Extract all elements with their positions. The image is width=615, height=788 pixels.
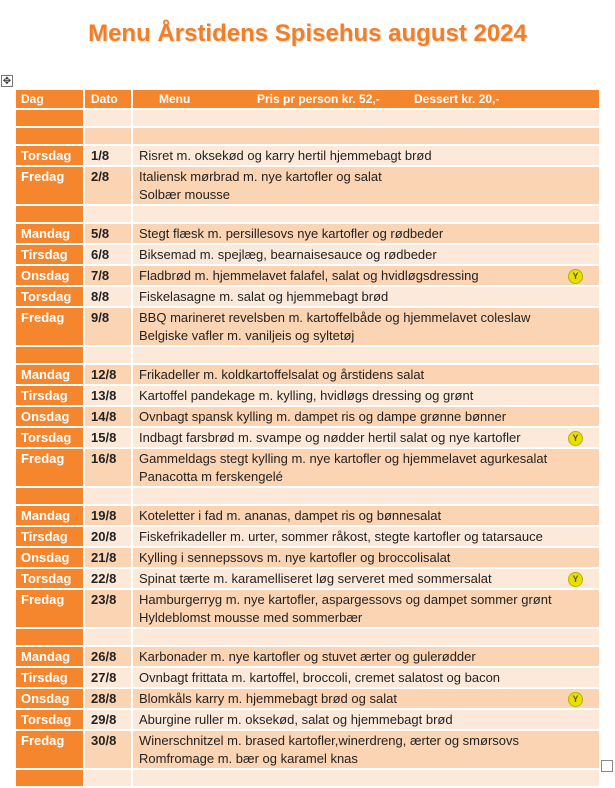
- menu-cell: [133, 689, 599, 710]
- dish-text: Italiensk mørbrad m. nye kartofler og salat: [139, 169, 382, 184]
- spacer-menu-cell: [133, 629, 599, 647]
- day-cell: Onsdag: [16, 407, 85, 428]
- date-cell: 5/8: [85, 224, 133, 245]
- menu-cell: [133, 527, 599, 548]
- day-cell: Torsdag: [16, 146, 85, 167]
- day-cell: Mandag: [16, 224, 85, 245]
- date-cell: 7/8: [85, 266, 133, 287]
- dish-text: Winerschnitzel m. brased kartofler,winerdreng, ærter og smørsovs: [139, 733, 520, 748]
- menu-body: [16, 110, 599, 788]
- spacer-row: [16, 770, 599, 788]
- table-row: [16, 668, 599, 689]
- dish-text: Hamburgerryg m. nye kartofler, aspargessovs og dampet sommer grønt: [139, 592, 552, 607]
- day-cell: Fredag: [16, 308, 85, 347]
- page-corner-box: [601, 760, 613, 772]
- dish-text: Kartoffel pandekage m. kylling, hvidløgs dressing og grønt: [139, 388, 474, 403]
- date-cell: 29/8: [85, 710, 133, 731]
- date-cell: 21/8: [85, 548, 133, 569]
- dessert-text: Romfromage m. bær og karamel knas: [139, 751, 358, 766]
- dish-text: Biksemad m. spejlæg, bearnaisesauce og rødbeder: [139, 247, 437, 262]
- day-cell: Torsdag: [16, 569, 85, 590]
- header-menu-cell: [133, 90, 599, 110]
- menu-cell: [133, 710, 599, 731]
- day-cell: Tirsdag: [16, 386, 85, 407]
- header-day: Dag: [16, 90, 85, 110]
- menu-table: [16, 90, 599, 788]
- menu-cell: [133, 287, 599, 308]
- dish-text: Ovnbagt frittata m. kartoffel, broccoli, cremet salatost og bacon: [139, 670, 501, 685]
- date-cell: 6/8: [85, 245, 133, 266]
- table-row: [16, 647, 599, 668]
- menu-cell: [133, 647, 599, 668]
- spacer-row: [16, 347, 599, 365]
- table-row: [16, 548, 599, 569]
- menu-cell: [133, 386, 599, 407]
- vegetarian-icon: Y: [568, 269, 583, 284]
- menu-cell: [133, 668, 599, 689]
- table-row: [16, 167, 599, 206]
- day-cell: Fredag: [16, 731, 85, 770]
- menu-cell: [133, 365, 599, 386]
- table-row: [16, 287, 599, 308]
- table-row: [16, 365, 599, 386]
- menu-cell: [133, 167, 599, 206]
- spacer-row: [16, 128, 599, 146]
- spacer-menu-cell: [133, 206, 599, 224]
- table-row: [16, 245, 599, 266]
- spacer-row: [16, 629, 599, 647]
- dish-text: Ovnbagt spansk kylling m. dampet ris og dampe grønne bønner: [139, 409, 507, 424]
- spacer-date-cell: [85, 128, 133, 146]
- menu-cell: [133, 224, 599, 245]
- table-row: [16, 527, 599, 548]
- vegetarian-icon: Y: [568, 572, 583, 587]
- menu-cell: [133, 266, 599, 287]
- table-row: [16, 449, 599, 488]
- dish-text: Fladbrød m. hjemmelavet falafel, salat og hvidløgsdressing: [139, 268, 479, 283]
- header-menu: Menu: [159, 92, 191, 106]
- date-cell: 15/8: [85, 428, 133, 449]
- date-cell: 2/8: [85, 167, 133, 206]
- table-row: [16, 590, 599, 629]
- day-cell: Fredag: [16, 167, 85, 206]
- dessert-text: Panacotta m ferskengelé: [139, 469, 283, 484]
- date-cell: 19/8: [85, 506, 133, 527]
- day-cell: Torsdag: [16, 710, 85, 731]
- dessert-text: Hyldeblomst mousse med sommerbær: [139, 610, 363, 625]
- spacer-row: [16, 488, 599, 506]
- day-cell: Onsdag: [16, 266, 85, 287]
- date-cell: 22/8: [85, 569, 133, 590]
- table-row: [16, 407, 599, 428]
- table-row: [16, 689, 599, 710]
- spacer-day-cell: [16, 770, 85, 788]
- date-cell: 1/8: [85, 146, 133, 167]
- spacer-row: [16, 110, 599, 128]
- menu-cell: [133, 449, 599, 488]
- dish-text: Gammeldags stegt kylling m. nye kartofler og hjemmelavet agurkesalat: [139, 451, 548, 466]
- date-cell: 14/8: [85, 407, 133, 428]
- menu-cell: [133, 428, 599, 449]
- menu-cell: [133, 548, 599, 569]
- spacer-day-cell: [16, 206, 85, 224]
- vegetarian-icon: Y: [568, 692, 583, 707]
- menu-cell: [133, 245, 599, 266]
- day-cell: Onsdag: [16, 548, 85, 569]
- dish-text: Stegt flæsk m. persillesovs nye kartofler og rødbeder: [139, 226, 444, 241]
- menu-cell: [133, 407, 599, 428]
- dessert-text: Belgiske vafler m. vaniljeis og syltetøj: [139, 328, 355, 343]
- table-row: [16, 710, 599, 731]
- spacer-day-cell: [16, 488, 85, 506]
- date-cell: 8/8: [85, 287, 133, 308]
- table-row: [16, 731, 599, 770]
- spacer-menu-cell: [133, 770, 599, 788]
- spacer-menu-cell: [133, 110, 599, 128]
- spacer-date-cell: [85, 110, 133, 128]
- date-cell: 28/8: [85, 689, 133, 710]
- spacer-row: [16, 206, 599, 224]
- dish-text: Spinat tærte m. karamelliseret løg serveret med sommersalat: [139, 571, 492, 586]
- day-cell: Torsdag: [16, 287, 85, 308]
- spacer-date-cell: [85, 206, 133, 224]
- date-cell: 9/8: [85, 308, 133, 347]
- dish-text: Indbagt farsbrød m. svampe og nødder hertil salat og nye kartofler: [139, 430, 521, 445]
- menu-cell: [133, 731, 599, 770]
- menu-cell: [133, 506, 599, 527]
- dish-text: Fiskefrikadeller m. urter, sommer råkost, stegte kartofler og tatarsauce: [139, 529, 543, 544]
- date-cell: 20/8: [85, 527, 133, 548]
- date-cell: 30/8: [85, 731, 133, 770]
- date-cell: 26/8: [85, 647, 133, 668]
- header-price: Pris pr person kr. 52,-: [257, 92, 380, 106]
- dish-text: Koteletter i fad m. ananas, dampet ris og bønnesalat: [139, 508, 442, 523]
- day-cell: Torsdag: [16, 428, 85, 449]
- spacer-menu-cell: [133, 488, 599, 506]
- spacer-date-cell: [85, 629, 133, 647]
- day-cell: Tirsdag: [16, 527, 85, 548]
- day-cell: Mandag: [16, 647, 85, 668]
- dish-text: BBQ marineret revelsben m. kartoffelbåde og hjemmelavet coleslaw: [139, 310, 531, 325]
- spacer-date-cell: [85, 488, 133, 506]
- date-cell: 27/8: [85, 668, 133, 689]
- menu-cell: [133, 308, 599, 347]
- table-row: [16, 428, 599, 449]
- dish-text: Frikadeller m. koldkartoffelsalat og årstidens salat: [139, 367, 425, 382]
- header-date: Dato: [85, 90, 133, 110]
- date-cell: 23/8: [85, 590, 133, 629]
- spacer-menu-cell: [133, 347, 599, 365]
- day-cell: Mandag: [16, 506, 85, 527]
- spacer-date-cell: [85, 347, 133, 365]
- dish-text: Risret m. oksekød og karry hertil hjemmebagt brød: [139, 148, 432, 163]
- table-row: [16, 146, 599, 167]
- date-cell: 12/8: [85, 365, 133, 386]
- table-row: [16, 308, 599, 347]
- vegetarian-icon: Y: [568, 431, 583, 446]
- spacer-day-cell: [16, 629, 85, 647]
- day-cell: Mandag: [16, 365, 85, 386]
- menu-cell: [133, 569, 599, 590]
- date-cell: 16/8: [85, 449, 133, 488]
- day-cell: Fredag: [16, 590, 85, 629]
- date-cell: 13/8: [85, 386, 133, 407]
- spacer-date-cell: [85, 770, 133, 788]
- day-cell: Onsdag: [16, 689, 85, 710]
- spacer-day-cell: [16, 347, 85, 365]
- table-row: [16, 224, 599, 245]
- menu-cell: [133, 590, 599, 629]
- dish-text: Karbonader m. nye kartofler og stuvet ærter og gulerødder: [139, 649, 476, 664]
- dish-text: Fiskelasagne m. salat og hjemmebagt brød: [139, 289, 389, 304]
- page-title: Menu Årstidens Spisehus august 2024: [88, 20, 527, 47]
- dish-text: Kylling i sennepssovs m. nye kartofler og broccolisalat: [139, 550, 451, 565]
- spacer-menu-cell: [133, 128, 599, 146]
- table-row: [16, 506, 599, 527]
- dish-text: Aburgine ruller m. oksekød, salat og hjemmebagt brød: [139, 712, 453, 727]
- table-row: [16, 386, 599, 407]
- day-cell: Fredag: [16, 449, 85, 488]
- table-row: [16, 266, 599, 287]
- day-cell: Tirsdag: [16, 245, 85, 266]
- menu-cell: [133, 146, 599, 167]
- table-row: [16, 569, 599, 590]
- header-dessert: Dessert kr. 20,-: [414, 92, 500, 106]
- spacer-day-cell: [16, 128, 85, 146]
- day-cell: Tirsdag: [16, 668, 85, 689]
- table-move-handle-icon[interactable]: ✥: [2, 76, 12, 87]
- spacer-day-cell: [16, 110, 85, 128]
- dish-text: Blomkåls karry m. hjemmebagt brød og salat: [139, 691, 397, 706]
- dessert-text: Solbær mousse: [139, 187, 231, 202]
